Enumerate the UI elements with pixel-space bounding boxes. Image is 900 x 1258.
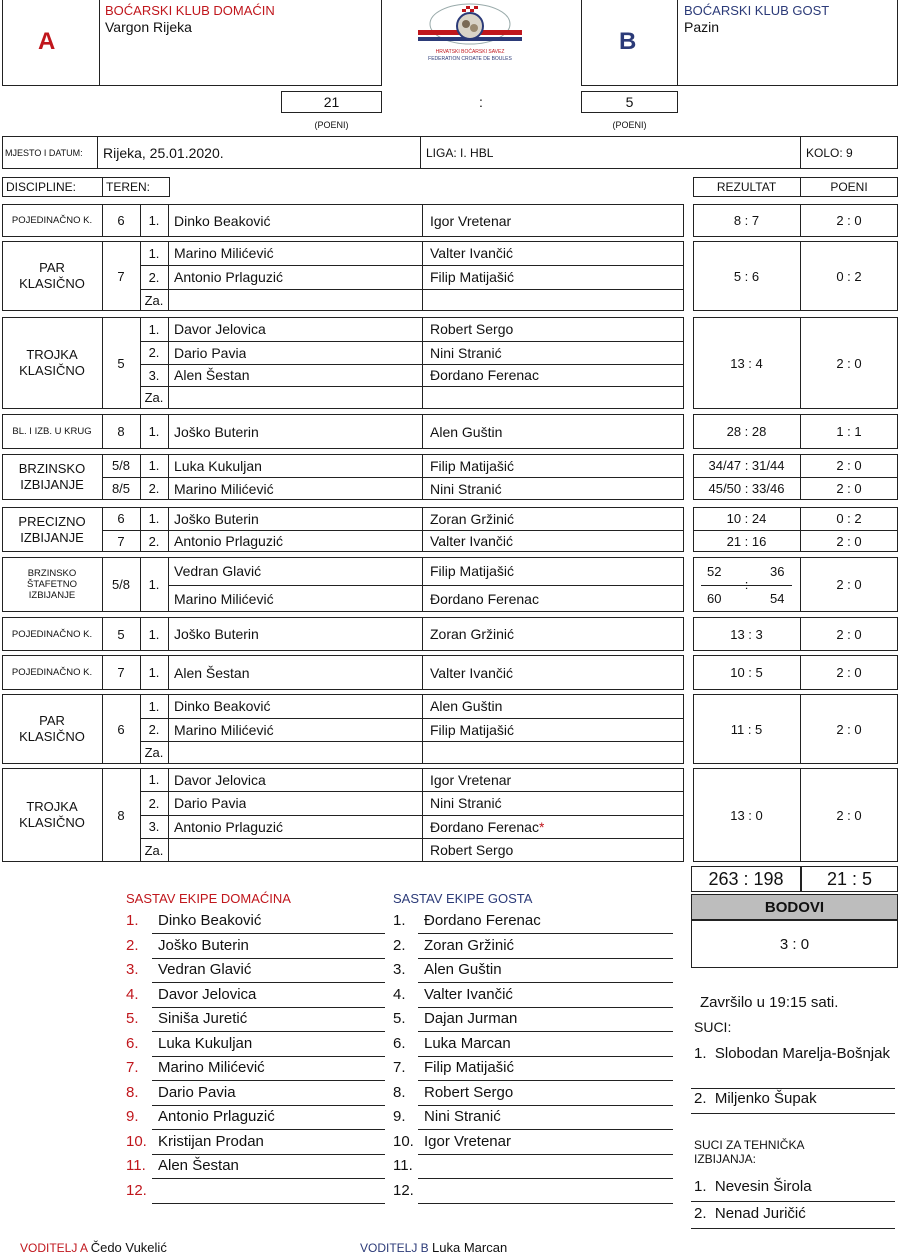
home-player: Antonio Prlaguzić <box>174 818 283 835</box>
row-number: 1. <box>148 245 160 261</box>
match-result: 28 : 28 <box>726 424 767 439</box>
roster-number: 2. <box>126 936 139 954</box>
row-number: 3. <box>148 819 160 834</box>
away-player-name: Valter Ivančić <box>430 245 513 261</box>
row-number: Za. <box>144 292 164 308</box>
row-number: 1. <box>148 213 160 228</box>
match-result: 13 : 3 <box>730 626 763 642</box>
logo-top-text: HRVATSKI BOĆARSKI SAVEZ <box>435 49 505 55</box>
roster-player: Vedran Glavić <box>158 961 252 978</box>
home-player: Davor Jelovica <box>174 771 266 788</box>
roster-player: Zoran Gržinić <box>424 936 515 954</box>
judge-1 <box>694 1043 894 1064</box>
row-number: 1. <box>148 424 160 439</box>
roster-number: 12. <box>126 1181 147 1199</box>
round-label: KOLO: <box>806 145 843 160</box>
roster-number: 8. <box>126 1083 139 1101</box>
discipline-name: POJEDINAČNO K. <box>11 667 93 678</box>
court-number: 7 <box>117 665 125 680</box>
leader-a <box>20 1240 167 1255</box>
home-player: Luka Kukuljan <box>174 457 262 474</box>
roster-player: Davor Jelovica <box>158 985 257 1003</box>
away-player-name: Filip Matijašić <box>430 269 515 285</box>
tech-judge-1 <box>694 1178 812 1195</box>
roster-number: 11. <box>393 1157 413 1174</box>
row-number: 2. <box>148 345 160 360</box>
away-player <box>430 815 544 838</box>
row-result: 45/50 : 33/46 <box>708 481 785 496</box>
away-roster-title: SASTAV EKIPE GOSTA <box>393 891 533 906</box>
match-points: 2 : 0 <box>836 807 862 823</box>
away-player <box>430 265 514 289</box>
away-player-name: Đordano Ferenac <box>430 590 539 607</box>
away-player-name: Filip Matijašić <box>430 721 515 738</box>
league-value: I. HBL <box>460 145 494 160</box>
judge-2-num: 2. <box>694 1090 707 1107</box>
home-player: Marino Milićević <box>174 245 274 261</box>
row-number: 1. <box>148 511 160 526</box>
tech-judge-1-name: Nevesin Širola <box>714 1178 812 1195</box>
home-player: Marino Milićević <box>174 590 274 607</box>
roster-number: 3. <box>126 961 139 978</box>
away-player-name: Alen Guštin <box>430 423 503 440</box>
relay-home-1: 52 <box>707 563 722 579</box>
away-player <box>430 791 502 815</box>
leader-b-label: VODITELJ B <box>360 1241 429 1255</box>
match-points: 2 : 0 <box>836 626 862 642</box>
roster-player: Antonio Prlaguzić <box>158 1108 275 1125</box>
row-number: 1. <box>148 665 160 680</box>
court-number: 5/8 <box>111 577 131 592</box>
away-player <box>430 694 502 718</box>
away-player <box>430 477 502 500</box>
away-player <box>430 204 511 237</box>
home-player: Antonio Prlaguzić <box>174 269 283 285</box>
home-roster-title: SASTAV EKIPE DOMAĆINA <box>126 891 291 906</box>
away-player-name: Đordano Ferenac <box>430 367 539 383</box>
row-number: 3. <box>148 367 160 383</box>
away-player-name: Nini Stranić <box>430 795 502 811</box>
court-number: 6 <box>117 721 125 737</box>
match-result: 13 : 0 <box>730 807 763 823</box>
match-points: 0 : 2 <box>836 268 862 284</box>
discipline-name: POJEDINAČNO K. <box>11 215 93 226</box>
roster-player: Dario Pavia <box>158 1083 236 1101</box>
roster-player: Dajan Jurman <box>424 1010 518 1027</box>
away-club-label: BOĆARSKI KLUB GOST <box>684 3 830 18</box>
roster-player: Alen Guštin <box>424 961 502 978</box>
roster-number: 6. <box>126 1034 139 1052</box>
home-player: Marino Milićević <box>174 480 274 497</box>
row-points: 2 : 0 <box>836 533 862 549</box>
judge-1-num: 1. <box>694 1045 707 1062</box>
bodovi-label: BODOVI <box>691 894 898 920</box>
home-player: Dario Pavia <box>174 795 247 811</box>
roster-player: Luka Marcan <box>424 1034 511 1052</box>
away-player-name: Igor Vretenar <box>430 771 512 788</box>
away-player-name: Robert Sergo <box>430 842 514 858</box>
league-label: LIGA: <box>426 145 457 160</box>
away-player <box>430 530 513 552</box>
away-player <box>430 507 514 530</box>
home-player: Dinko Beaković <box>174 698 271 714</box>
discipline-name: TROJKA KLASIČNO <box>19 799 85 830</box>
roster-number: 1. <box>393 912 406 929</box>
roster-player: Đordano Ferenac <box>424 912 541 929</box>
roster-player: Marino Milićević <box>158 1059 265 1076</box>
roster-number: 5. <box>393 1010 406 1027</box>
away-player <box>430 768 511 791</box>
row-points: 0 : 2 <box>836 511 862 526</box>
court-number: 8 <box>117 807 125 823</box>
round <box>806 137 853 168</box>
roster-number: 1. <box>126 912 139 929</box>
court-number: 8 <box>117 424 125 439</box>
roster-number: 3. <box>393 961 406 978</box>
court-number: 6 <box>117 213 125 228</box>
roster-number: 8. <box>393 1083 406 1101</box>
away-player <box>430 585 539 612</box>
away-letter: B <box>619 28 637 55</box>
row-number: Za. <box>144 745 164 760</box>
home-club-label: BOĆARSKI KLUB DOMAĆIN <box>105 3 275 18</box>
row-number: 2. <box>148 481 160 496</box>
roster-number: 4. <box>126 985 139 1003</box>
home-points-box: 21 <box>281 91 382 113</box>
match-points: 2 : 0 <box>836 721 862 737</box>
roster-number: 12. <box>393 1181 414 1199</box>
judge-1-name: Slobodan Marelja-Bošnjak <box>714 1045 890 1062</box>
away-player <box>430 557 514 585</box>
row-number: 1. <box>148 626 160 642</box>
row-number: 1. <box>148 698 160 714</box>
home-player: Joško Buterin <box>174 626 259 642</box>
home-letter: A <box>38 28 56 55</box>
roster-number: 6. <box>393 1034 406 1052</box>
home-player: Marino Milićević <box>174 721 274 738</box>
away-player <box>430 617 514 651</box>
substitution-mark: * <box>538 818 545 835</box>
roster-number: 10. <box>126 1132 147 1150</box>
home-player: Dario Pavia <box>174 344 247 361</box>
row-number: 2. <box>148 795 160 811</box>
court-number: 6 <box>117 511 125 526</box>
roster-player: Filip Matijašić <box>424 1059 515 1076</box>
relay-home-2: 60 <box>707 591 722 606</box>
roster-number: 2. <box>393 936 406 954</box>
tech-judge-2 <box>694 1205 806 1222</box>
away-player-name: Valter Ivančić <box>430 533 513 549</box>
leader-a-name: Čedo Vukelić <box>90 1240 167 1255</box>
row-number: 2. <box>148 722 160 737</box>
court-number: 7 <box>117 533 125 549</box>
court-number: 5 <box>117 626 125 642</box>
row-number: Za. <box>144 390 164 405</box>
roster-player: Alen Šestan <box>158 1157 239 1174</box>
home-player: Vedran Glavić <box>174 563 262 579</box>
home-player: Dinko Beaković <box>174 212 271 229</box>
federation-logo <box>410 0 530 66</box>
bodovi-value: 3 : 0 <box>691 920 898 968</box>
away-player-name: Zoran Gržinić <box>430 626 515 642</box>
court-number: 5/8 <box>111 458 131 473</box>
tech-judges-label: SUCI ZA TEHNIČKA IZBIJANJA: <box>694 1138 804 1166</box>
court-number: 8/5 <box>111 481 131 496</box>
home-player: Joško Buterin <box>174 423 259 440</box>
away-player-name: Nini Stranić <box>430 344 502 361</box>
row-number: 1. <box>148 577 160 592</box>
match-points: 2 : 0 <box>836 355 862 371</box>
court-number: 7 <box>117 268 125 284</box>
row-result: 21 : 16 <box>726 533 767 549</box>
away-player <box>430 241 513 265</box>
row-number: 2. <box>148 269 160 285</box>
discipline-name: TROJKA KLASIČNO <box>19 347 85 378</box>
roster-player: Valter Ivančić <box>424 985 513 1003</box>
home-player: Alen Šestan <box>174 664 250 681</box>
away-player-name: Filip Matijašić <box>430 457 515 474</box>
row-number: 1. <box>148 772 160 787</box>
home-player: Antonio Prlaguzić <box>174 533 283 549</box>
relay-away-1: 36 <box>770 563 785 579</box>
match-points: 2 : 0 <box>836 577 862 592</box>
home-club-name: Vargon Rijeka <box>105 19 192 35</box>
points-header: POENI <box>830 180 868 194</box>
away-player <box>430 655 513 690</box>
judges-label: SUCI: <box>694 1019 732 1035</box>
roster-player: Igor Vretenar <box>424 1132 511 1150</box>
row-number: 2. <box>148 533 160 549</box>
tech-judge-1-num: 1. <box>694 1178 707 1195</box>
discipline-name: PAR KLASIČNO <box>19 260 85 291</box>
home-player: Davor Jelovica <box>174 321 266 337</box>
roster-number: 9. <box>393 1108 406 1125</box>
row-number: Za. <box>144 842 164 858</box>
court-number: 5 <box>117 355 125 371</box>
row-points: 2 : 0 <box>836 458 862 473</box>
judge-2 <box>694 1090 817 1107</box>
row-number: 1. <box>148 321 160 337</box>
match-result: 5 : 6 <box>733 268 760 284</box>
roster-player: Robert Sergo <box>424 1083 514 1101</box>
league <box>426 137 493 168</box>
discipline-name: PRECIZNO IZBIJANJE <box>18 513 86 545</box>
match-result: 11 : 5 <box>730 721 763 737</box>
roster-player: Joško Buterin <box>158 936 249 954</box>
away-player-name: Valter Ivančić <box>430 664 513 681</box>
leader-a-label: VODITELJ A <box>20 1241 88 1255</box>
row-result: 34/47 : 31/44 <box>708 458 785 473</box>
tech-judge-2-name: Nenad Juričić <box>714 1205 806 1222</box>
discipline-name: POJEDINAČNO K. <box>11 628 93 640</box>
roster-player: Siniša Juretić <box>158 1010 248 1027</box>
away-player <box>430 838 513 862</box>
roster-player: Kristijan Prodan <box>158 1132 264 1150</box>
away-player-name: Zoran Gržinić <box>430 510 515 527</box>
match-points: 1 : 1 <box>836 424 862 439</box>
row-result: 10 : 24 <box>726 511 767 526</box>
discipline-name: BRZINSKO ŠTAFETNO IZBIJANJE <box>27 568 77 601</box>
roster-player: Nini Stranić <box>424 1108 501 1125</box>
roster-number: 7. <box>393 1059 406 1076</box>
round-value: 9 <box>846 145 853 160</box>
away-points-caption: (POENI) <box>612 120 647 130</box>
discipline-name: BRZINSKO IZBIJANJE <box>18 461 86 492</box>
roster-player: Dinko Beaković <box>158 912 262 929</box>
place-label: MJESTO I DATUM: <box>5 148 83 158</box>
away-player-name: Đordano Ferenac <box>430 818 539 835</box>
roster-number: 11. <box>126 1157 146 1174</box>
away-player <box>430 718 514 741</box>
away-player-name: Igor Vretenar <box>430 212 512 229</box>
row-points: 2 : 0 <box>836 481 862 496</box>
total-result: 263 : 198 <box>691 866 801 892</box>
away-player-name: Alen Guštin <box>430 698 503 714</box>
away-player <box>430 341 502 364</box>
leader-b <box>360 1240 507 1255</box>
score-separator: : <box>479 94 483 110</box>
relay-away-2: 54 <box>770 591 785 606</box>
home-player: Joško Buterin <box>174 510 259 527</box>
discipline-name: PAR KLASIČNO <box>19 713 85 744</box>
row-number: 1. <box>148 458 160 473</box>
relay-separator: : <box>744 577 749 592</box>
home-points-caption: (POENI) <box>314 120 349 130</box>
place-value: Rijeka, 25.01.2020. <box>103 144 224 161</box>
away-player-name: Filip Matijašić <box>430 563 515 579</box>
roster-number: 9. <box>126 1108 139 1125</box>
away-player <box>430 317 513 341</box>
away-player <box>430 454 514 477</box>
match-result: 8 : 7 <box>733 213 760 228</box>
roster-number: 5. <box>126 1010 139 1027</box>
away-club-name: Pazin <box>684 19 720 35</box>
match-result: 13 : 4 <box>730 355 763 371</box>
finished-text: Završilo u 19:15 sati. <box>700 994 839 1011</box>
match-points: 2 : 0 <box>836 213 862 228</box>
logo-bottom-text: FEDERATION CROATE DE BOULES <box>428 56 512 62</box>
disciplines-label: DISCIPLINE: <box>6 180 77 194</box>
roster-number: 4. <box>393 985 406 1003</box>
discipline-name: BL. I IZB. U KRUG <box>12 426 92 437</box>
away-points-box: 5 <box>581 91 678 113</box>
leader-b-name: Luka Marcan <box>432 1240 508 1255</box>
judge-2-name: Miljenko Šupak <box>714 1090 817 1107</box>
total-points: 21 : 5 <box>801 866 898 892</box>
roster-number: 10. <box>393 1132 414 1150</box>
match-result: 10 : 5 <box>730 665 763 680</box>
roster-number: 7. <box>126 1059 139 1076</box>
court-label: TEREN: <box>106 180 151 194</box>
away-player <box>430 414 502 449</box>
match-points: 2 : 0 <box>836 665 862 680</box>
result-header: REZULTAT <box>716 180 777 194</box>
away-player <box>430 364 539 386</box>
home-player: Alen Šestan <box>174 367 250 383</box>
away-player-name: Robert Sergo <box>430 321 514 337</box>
tech-judge-2-num: 2. <box>694 1205 707 1222</box>
away-player-name: Nini Stranić <box>430 480 502 497</box>
roster-player: Luka Kukuljan <box>158 1034 253 1052</box>
